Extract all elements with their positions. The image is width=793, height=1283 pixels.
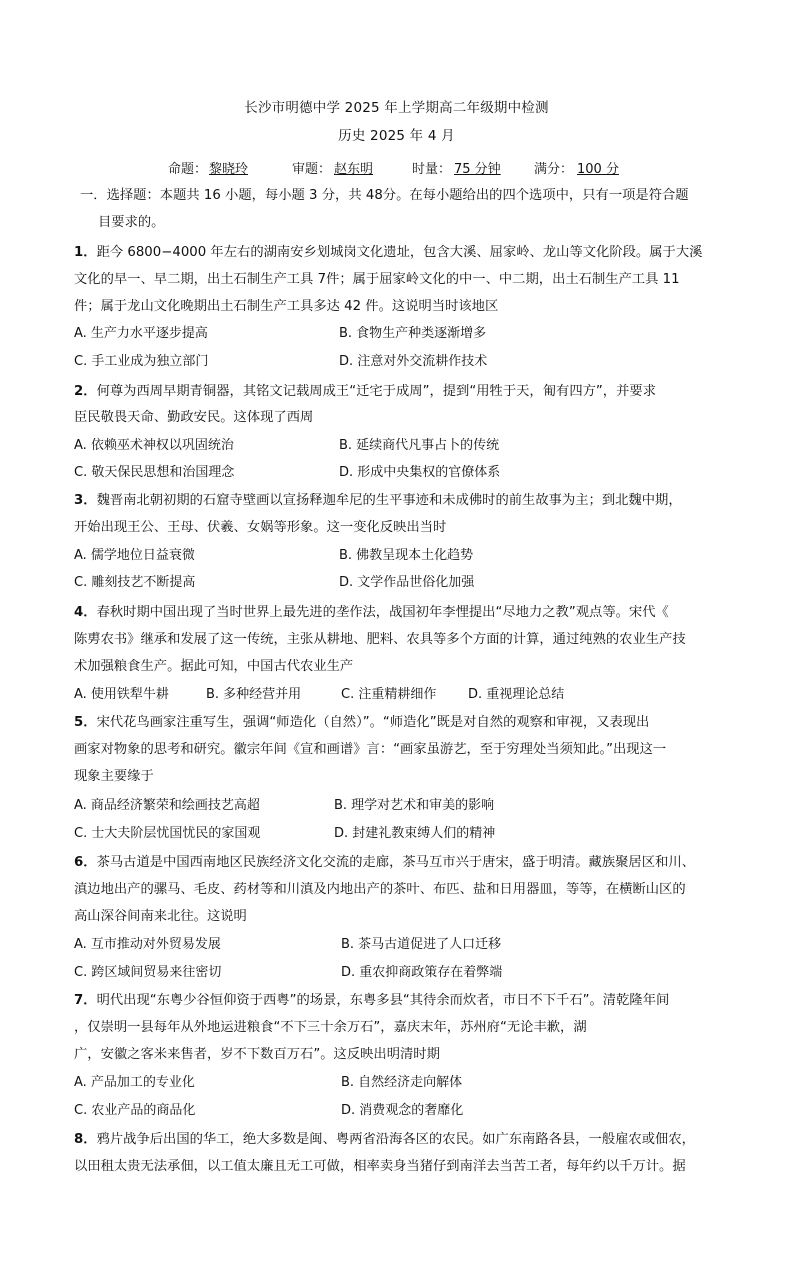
score-label: 满分： [534,162,574,177]
question-2-option-d[interactable]: D. 形成中央集权的官僚体系 [339,465,501,480]
question-number: 6． [74,855,97,870]
question-1-line-2: 文化的早一、早二期，出土石制生产工具 7件；属于屈家岭文化的中一、中二期，出土石制生产工具 11 [74,272,680,287]
question-7-line-2: ，仅崇明一县每年从外地运进粮食“不下三十余万石”，嘉庆末年，苏州府“无论丰歉，湖 [74,1020,587,1035]
reviewer-label: 审题： [292,162,332,177]
question-3-option-d[interactable]: D. 文学作品世俗化加强 [339,575,475,590]
section-instruction: 一．选择题：本题共 16 小题，每小题 3 分，共 48分。在每小题给出的四个选项中，只有一项是符合题 [80,188,689,203]
question-7-option-a[interactable]: A. 产品加工的专业化 [74,1075,195,1090]
question-4-line-3: 术加强粮食生产。据此可知，中国古代农业生产 [74,659,354,674]
question-2-option-c[interactable]: C. 敬天保民思想和治国理念 [74,465,235,480]
question-8-line-2: 以田租太贵无法承佃，以工值太廉且无工可做，相率卖身当猪仔到南洋去当苦工者，每年约以千万计。据 [74,1159,686,1174]
question-1-option-d[interactable]: D. 注意对外交流耕作技术 [339,354,488,369]
time-value: 75 分钟 [454,162,501,177]
question-3-option-c[interactable]: C. 雕刻技艺不断提高 [74,575,196,590]
question-5-option-d[interactable]: D. 封建礼教束缚人们的精神 [334,826,496,841]
question-6-option-c[interactable]: C. 跨区域间贸易来往密切 [74,965,222,980]
question-number: 3． [74,493,97,508]
setter-label: 命题： [168,162,208,177]
question-number: 7． [74,993,97,1008]
question-6-line-1: 6．茶马古道是中国西南地区民族经济文化交流的走廊，茶马互市兴于唐宋，盛于明清。藏族聚居区和川、 [74,855,695,870]
exam-meta [168,158,648,178]
time-label: 时量： [412,162,452,177]
reviewer-name: 赵东明 [334,162,374,177]
question-4-option-c[interactable]: C. 注重精耕细作 [341,687,437,702]
question-4-option-d[interactable]: D. 重视理论总结 [468,687,565,702]
question-3-option-b[interactable]: B. 佛教呈现本土化趋势 [339,548,474,563]
question-5-line-2: 画家对物象的思考和研究。徽宗年间《宣和画谱》言：“画家虽游艺，至于穷理处当须知此。”出现这一 [74,742,667,757]
question-4-line-1: 4．春秋时期中国出现了当时世界上最先进的垄作法，战国初年李悝提出“尽地力之教”观点等。宋代《 [74,605,669,620]
question-6-line-3: 高山深谷间南来北往。这说明 [74,909,247,924]
question-number: 4． [74,605,97,620]
question-number: 5． [74,715,97,730]
question-5-option-a[interactable]: A. 商品经济繁荣和绘画技艺高超 [74,798,260,813]
question-2-option-a[interactable]: A. 依赖巫术神权以巩固统治 [74,438,234,453]
question-7-option-b[interactable]: B. 自然经济走向解体 [341,1075,463,1090]
question-2-line-1: 2．何尊为西周早期青铜器，其铭文记载周成王“迁宅于成周”，提到“用牲于天，匍有四方”，并要求 [74,384,656,399]
question-1-line-1: 1．距今 6800−4000 年左右的湖南安乡划城岗文化遗址，包含大溪、屈家岭、龙山等文化阶段。属于大溪 [74,245,703,260]
question-7-line-1: 7．明代出现“东粤少谷恒仰资于西粤”的场景，东粤多县“其待余而炊者，市日不下千石”。清乾隆年间 [74,993,670,1008]
question-1-option-c[interactable]: C. 手工业成为独立部门 [74,354,209,369]
question-5-line-3: 现象主要缘于 [74,769,154,784]
section-instruction-cont: 目要求的。 [98,215,165,230]
question-8-line-1: 8．鸦片战争后出国的华工，绝大多数是闽、粤两省沿海各区的农民。如广东南路各县，一般雇农或佃农， [74,1132,695,1147]
question-6-option-a[interactable]: A. 互市推动对外贸易发展 [74,937,221,952]
question-4-line-2: 陈旉农书》继承和发展了这一传统，主张从耕地、肥料、农具等多个方面的计算，通过纯熟的农业生产技 [74,632,686,647]
exam-subtitle: 历史 2025 年 4 月 [338,128,455,144]
question-4-option-b[interactable]: B. 多种经营并用 [206,687,302,702]
question-2-line-2: 臣民敬畏天命、勤政安民。这体现了西周 [74,410,314,425]
score-value: 100 分 [577,162,619,177]
question-1-option-b[interactable]: B. 食物生产种类逐渐增多 [339,326,487,341]
question-6-option-b[interactable]: B. 茶马古道促进了人口迁移 [341,937,502,952]
question-5-line-1: 5．宋代花鸟画家注重写生，强调“师造化（自然）”。“师造化”既是对自然的观察和审视，又表现出 [74,715,650,730]
question-6-option-d[interactable]: D. 重农抑商政策存在着弊端 [341,965,503,980]
question-7-line-3: 广，安徽之客米来售者，岁不下数百万石”。这反映出明清时期 [74,1047,440,1062]
question-2-option-b[interactable]: B. 延续商代凡事占卜的传统 [339,438,500,453]
question-number: 1． [74,245,97,260]
question-1-option-a[interactable]: A. 生产力水平逐步提高 [74,326,208,341]
question-5-option-b[interactable]: B. 理学对艺术和审美的影响 [334,798,495,813]
setter-name: 黎晓玲 [209,162,249,177]
question-5-option-c[interactable]: C. 士大夫阶层忧国忧民的家国观 [74,826,261,841]
question-4-option-a[interactable]: A. 使用铁犁牛耕 [74,687,169,702]
question-number: 8． [74,1132,97,1147]
question-7-option-c[interactable]: C. 农业产品的商品化 [74,1103,196,1118]
exam-title: 长沙市明德中学 2025 年上学期高二年级期中检测 [244,100,549,116]
question-3-line-2: 开始出现王公、王母、伏羲、女娲等形象。这一变化反映出当时 [74,520,447,535]
question-7-option-d[interactable]: D. 消费观念的奢靡化 [341,1103,464,1118]
question-number: 2． [74,384,97,399]
question-3-option-a[interactable]: A. 儒学地位日益衰微 [74,548,195,563]
question-3-line-1: 3．魏晋南北朝初期的石窟寺壁画以宣扬释迦牟尼的生平事迹和未成佛时的前生故事为主；到北魏中期， [74,493,682,508]
question-1-line-3: 件；属于龙山文化晚期出土石制生产工具多达 42 件。这说明当时该地区 [74,299,499,314]
question-6-line-2: 滇边地出产的骡马、毛皮、药材等和川滇及内地出产的茶叶、布匹、盐和日用器皿，等等，在横断山区的 [74,882,686,897]
